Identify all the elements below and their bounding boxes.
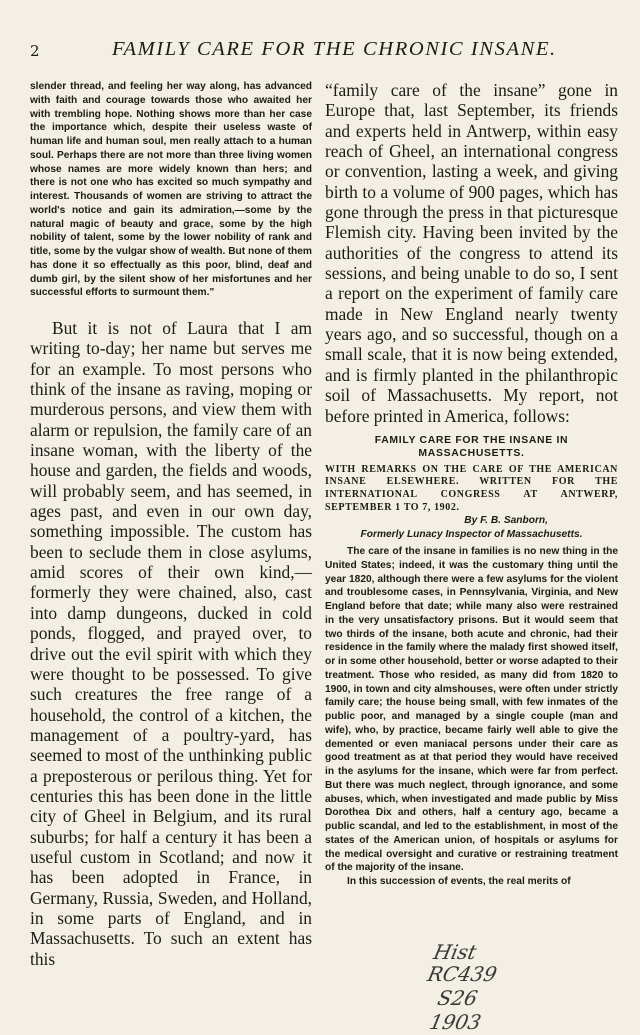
right-column — [325, 80, 618, 889]
report-title: FAMILY CARE FOR THE INSANE IN MASSACHUSETTS. — [374, 434, 569, 459]
running-title: FAMILY CARE FOR THE CHRONIC INSANE. — [112, 38, 557, 60]
handwritten-note: RC439 — [425, 962, 500, 986]
report-byline: By F. B. Sanborn, — [464, 515, 548, 527]
quoted-passage: slender thread, and feeling her way along, has advanced with faith and courage towards those who awaited her with trembling hope. Nothing shows more than her case the importance which, despite their useless waste of human life and human soul, men really attach to a human soul. Perhaps there are not more than three living women whose names are more widely known than hers; and there is not one who has excited so much sympathy and interest. Thousands of women are striving to attract the world's notice and gain its admiration,—some by the natural magic of beauty and grace, some by the high nobility of talent, some by the lower nobility of rank and title, some by the vulgar show of wealth. But none of them has done it so effectually as this poor, blind, deaf and dumb girl, by the silent show of her misfortunes and her successful efforts to surmount them." — [30, 81, 312, 299]
left-column — [30, 80, 312, 969]
handwritten-note: S26 — [435, 986, 480, 1010]
report-subheading: WITH REMARKS ON THE CARE OF THE AMERICAN INSANE ELSEWHERE. WRITTEN FOR THE INTERNATIONAL CONGRESS AT ANTWERP, SEPTEMBER 1 TO 7, 1902. — [325, 463, 618, 513]
handwritten-call-number — [420, 940, 540, 1035]
report-affiliation: Formerly Lunacy Inspector of Massachusetts. — [360, 529, 583, 541]
page-number: 2 — [30, 42, 40, 60]
report-closing-line: In this succession of events, the real merits of — [347, 876, 571, 888]
handwritten-note: Hist — [431, 940, 479, 964]
handwritten-note: 1903 — [427, 1010, 484, 1034]
left-body-text: But it is not of Laura that I am writing to-day; her name but serves me for an example. To most persons who think of the insane as raving, moping or murderous persons, and view them with alarm or repulsion, the family care of an insane woman, with the liberty of the house and garden, the fields and woods, will probably seem, and has seemed, in ages past, and even in our own day, something impossible. The custom has been to seclude them in close asylums, amid scores of their own kind,—formerly they were chained, also, cast into damp dungeons, ducked in cold ponds, flogged, and prayed over, to drive out the evil spirit with which they were thought to be possessed. To give such creatures the free range of a household, the control of a kitchen, the management of a poultry-yard, has seemed to most of the unthinking public a preposterous or perilous thing. Yet for centuries this has been done in the little city of Gheel in Belgium, and its rural suburbs; for half a century it has been a useful custom in Scotland; and now it has been adopted in France, in Germany, Russia, Sweden, and Holland, in some parts of England, and in Massachusetts. To such an extent has this — [30, 318, 312, 969]
report-body-text: The care of the insane in families is no new thing in the United States; indeed, it was the customary thing until the year 1820, although there were a few asylums for the violent and troublesome cases, in Pennsylvania, Virginia, and New England before that date; while many also were restrained in the very unsatisfactory prisons. But it would seem that two thirds of the insane, both acute and chronic, had their residence in the family where the malady first showed itself, or in some other household, better or worse adapted to their treatment. Those who resided, as many did from 1820 to 1900, in town and city almshouses, were often under strictly family care; the house being small, with few inmates of the public poor, and managed by a single couple (man and wife), who, by practice, became fairly well able to give the demented or even maniacal persons under their care as good treatment as at that period they would have received in the asylums for the insane, which were far from perfect. But there was much neglect, through ignorance, and some abuses, which, when investigated and made public by Miss Dorothea Dix and others, half a century ago, became a public scandal, and led to the establishment, in most of the states of the American union, of hospitals or asylums for the medical oversight and curative or restraining treatment of the majority of the insane. — [325, 546, 618, 874]
right-body-text: “family care of the insane” gone in Europe that, last September, its friends and experts held in Antwerp, within easy reach of Gheel, an international congress or convention, lasting a week, and giving birth to a volume of 900 pages, which has gone through the press in that picturesque Flemish city. Having been invited by the authorities of the congress to attend its sessions, and being unable to do so, I sent a report on the experiment of family care made in New England nearly twenty years ago, and so successful, though on a small scale, that it is now being extended, and is firmly planted in the philanthropic soil of Massachusetts. My report, not before printed in America, follows: — [325, 80, 618, 426]
page-header — [30, 38, 620, 68]
